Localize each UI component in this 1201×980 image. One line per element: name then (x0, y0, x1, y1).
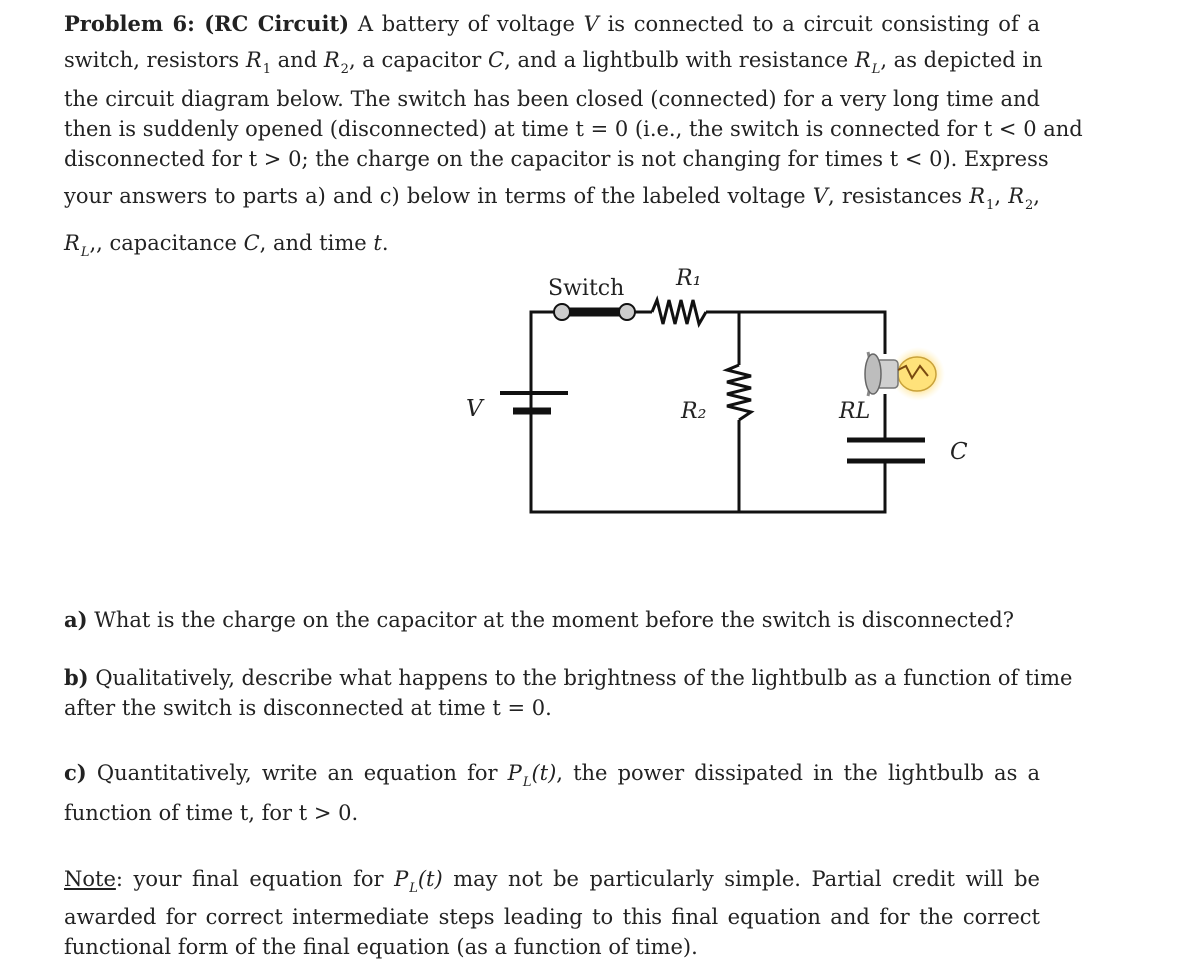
part-b-text-1: Qualitatively, describe what happens to the brightness of the lightbulb as a function of time (95, 666, 1073, 690)
switch-symbol (554, 304, 652, 320)
resistor-r2 (727, 365, 751, 420)
r2-label: R₂ (681, 399, 707, 424)
note-text-3: functional form of the final equation (as a function of time). (64, 935, 698, 959)
resistor-r1 (652, 300, 706, 324)
note-text-2: awarded for correct intermediate steps leading to this final equation and for the correct (64, 905, 1040, 929)
part-c: c) Quantitatively, write an equation for $P_L(t)$, the power dissipated in the lightbulb as a function of time t, for t > 0. (64, 758, 1040, 828)
circuit-wires (531, 312, 885, 512)
c-label: C (950, 439, 968, 465)
switch-label: Switch (548, 276, 625, 301)
part-b (64, 663, 1073, 723)
part-c-label: c) (64, 760, 87, 785)
problem-line-7: $R_L$,, capacitance C, and time t. (64, 231, 389, 260)
part-a (64, 605, 1040, 635)
part-a-label: a) (64, 607, 88, 632)
v-label: V (466, 396, 483, 422)
lightbulb-icon (865, 345, 945, 410)
problem-line-6: your answers to parts a) and c) below in terms of the labeled voltage V, resistances $R_1$, $R_2$, (64, 184, 1040, 213)
note: Note: your final equation for $P_L(t)$ may not be particularly simple. Partial credit will be awarded for correct intermediate steps leading to this final equation and for the correct functional form of the final equation (as a function of time). (64, 864, 1040, 962)
part-a-text: What is the charge on the capacitor at the moment before the switch is disconnected? (94, 608, 1014, 632)
problem-line-3: the circuit diagram below. The switch has been closed (connected) for a very long time and (64, 87, 1040, 111)
part-c-text-2: function of time t, for t > 0. (64, 801, 359, 825)
problem-line-5: disconnected for t > 0; the charge on the capacitor is not changing for times t < 0). Express (64, 147, 1049, 171)
battery-symbol (500, 313, 568, 512)
rl-label: RL (839, 399, 871, 424)
part-b-label: b) (64, 665, 89, 690)
problem-line-4: then is suddenly opened (disconnected) at time t = 0 (i.e., the switch is connected for t < 0 and (64, 117, 1083, 141)
part-b-text-2: after the switch is disconnected at time t = 0. (64, 696, 552, 720)
problem-heading: Problem 6: (RC Circuit) (64, 11, 350, 36)
r1-label: R₁ (676, 266, 702, 291)
problem-line-2: switch, resistors $R_1$ and $R_2$, a capacitor C, and a lightbulb with resistance $R_L$, as depicted in (64, 48, 1043, 77)
note-label: Note (64, 867, 116, 891)
problem-line-1: Problem 6: (RC Circuit) A battery of voltage V is connected to a circuit consisting of a (64, 11, 1040, 36)
